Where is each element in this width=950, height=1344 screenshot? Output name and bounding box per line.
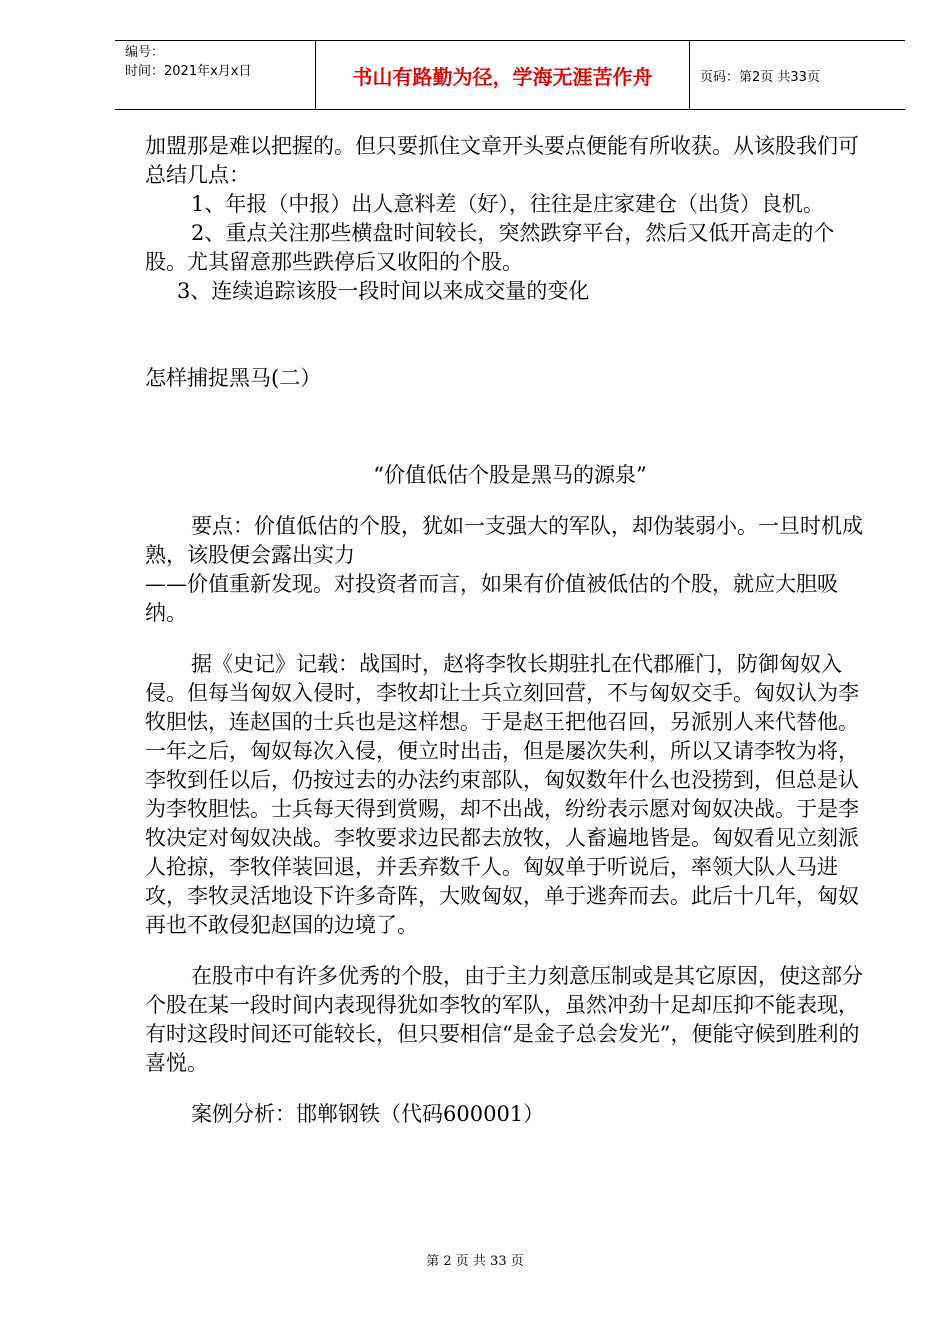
paragraph-7: 据《史记》记载：战国时，赵将李牧长期驻扎在代郡雁门，防御匈奴入侵。但每当匈奴入侵时，李牧却让士兵立刻回营，不与匈奴交手。匈奴认为李牧胆怯，连赵国的士兵也是这样想。于是赵王把他召回，另派别人来代替他。一年之后，匈奴每次入侵，便立时出击，但是屡次失利，所以又请李牧为将，李牧到任以后，仍按过去的办法约束部队，匈奴数年什么也没捞到，但总是认为李牧胆怯。士兵每天得到赏赐，却不出战，纷纷表示愿对匈奴决战。于是李牧决定对匈奴决战。李牧要求边民都去放牧，人畜遍地皆是。匈奴看见立刻派人抢掠，李牧佯装回退，并丢弃数千人。匈奴单于听说后，率领大队人马进攻，李牧灵活地设下许多奇阵，大败匈奴，单于逃奔而去。此后十几年，匈奴再也不敢侵犯赵国的边境了。 xyxy=(145,652,859,937)
paragraph-8: 在股市中有许多优秀的个股，由于主力刻意压制或是其它原因，使这部分个股在某一段时间内表现得犹如李牧的军队，虽然冲劲十足却压抑不能表现，有时这段时间还可能较长，但只要相信“是金子总会发光”，便能守候到胜利的喜悦。 xyxy=(145,964,863,1075)
paragraph-6: ——价值重新发现。对投资者而言，如果有价值被低估的个股，就应大胆吸纳。 xyxy=(145,572,838,625)
page-footer: 第 2 页 共 33 页 xyxy=(426,1254,524,1269)
paragraph-3: 2、重点关注那些横盘时间较长，突然跌穿平台，然后又低开高走的个股。尤其留意那些跌停后又收阳的个股。 xyxy=(145,221,835,274)
header-motto: 书山有路勤为径，学海无涯苦作舟 xyxy=(316,41,690,109)
paragraph-2: 1、年报（中报）出人意料差（好），往往是庄家建仓（出货）良机。 xyxy=(191,192,824,216)
header-meta-cell xyxy=(115,41,316,109)
paragraph-4: 3、连续追踪该股一段时间以来成交量的变化 xyxy=(177,279,590,303)
header-page-label: 页码：第2页 共33页 xyxy=(700,69,820,85)
paragraph-1: 加盟那是难以把握的。但只要抓住文章开头要点便能有所收获。从该股我们可总结几点： xyxy=(145,134,859,187)
section-title: 怎样捕捉黑马(二） xyxy=(145,366,322,390)
paragraph-5: 要点：价值低估的个股，犹如一支强大的军队，却伪装弱小。一旦时机成熟，该股便会露出实力 xyxy=(145,514,863,567)
page-header xyxy=(115,40,905,110)
quote-title: “价值低估个股是黑马的源泉” xyxy=(373,463,647,487)
time-label: 时间：2021年x月x日 xyxy=(125,64,252,79)
paragraph-9: 案例分析：邯郸钢铁（代码600001） xyxy=(191,1102,545,1126)
document-body xyxy=(145,132,875,1129)
number-label: 编号： xyxy=(125,45,165,60)
